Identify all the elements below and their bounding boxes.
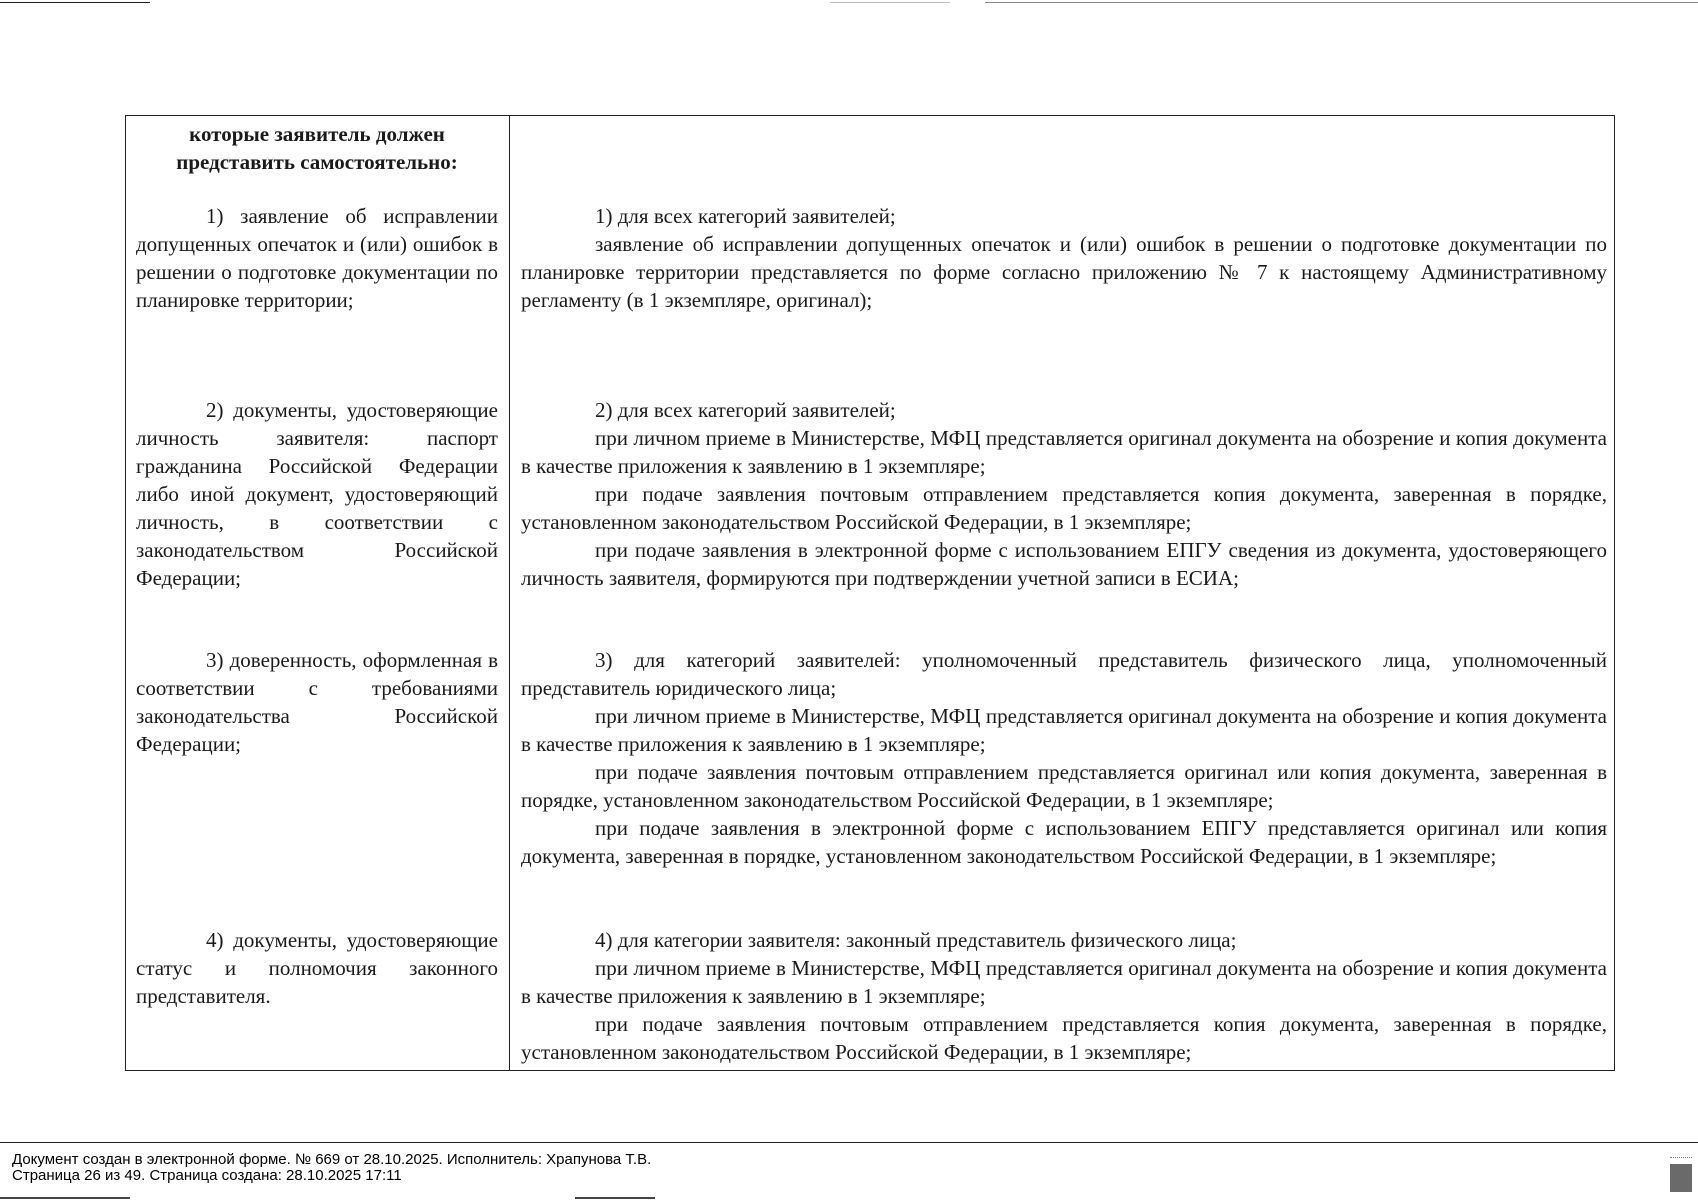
- right-item-3: [521, 646, 1607, 870]
- paragraph: при личном приеме в Министерстве, МФЦ представляется оригинал документа на обозрение и копия документа в качестве приложения к заявлению в 1 экземпляре;: [521, 956, 1607, 1008]
- paragraph: при подаче заявления почтовым отправлением представляется копия документа, заверенная в порядке, установленном законодательством Российской Федерации, в 1 экземпляре;: [521, 1012, 1607, 1064]
- scan-artifact: [985, 2, 1698, 3]
- left-item-text: 2) документы, удостоверяющие личность заявителя: паспорт гражданина Российской Федерации либо иной документ, удостоверяющий личность, в соответствии с законодательством Российской Федерации;: [136, 398, 498, 590]
- left-item-2: [136, 396, 498, 592]
- right-item-2: [521, 396, 1607, 592]
- paragraph: при личном приеме в Министерстве, МФЦ представляется оригинал документа на обозрение и копия документа в качестве приложения к заявлению в 1 экземпляре;: [521, 426, 1607, 478]
- scan-artifact: [0, 2, 150, 3]
- documents-table: [125, 115, 1615, 1071]
- paragraph: при подаче заявления почтовым отправлением представляется копия документа, заверенная в порядке, установленном законодательством Российской Федерации, в 1 экземпляре;: [521, 482, 1607, 534]
- left-item-1: [136, 202, 498, 314]
- scan-artifact: [575, 1197, 655, 1199]
- footer-page-info: Страница 26 из 49. Страница создана: 28.10.2025 17:11: [12, 1167, 402, 1184]
- scan-artifact: [830, 2, 950, 3]
- paragraph: 2) для всех категорий заявителей;: [595, 398, 896, 422]
- left-item-4: [136, 926, 498, 1010]
- left-item-3: [136, 646, 498, 758]
- scan-artifact: [0, 1197, 130, 1199]
- paragraph: 1) для всех категорий заявителей;: [595, 204, 896, 228]
- paragraph: при подаче заявления в электронной форме с использованием ЕПГУ представляется оригинал или копия документа, заверенная в порядке, установленном законодательством Российской Федерации, в 1 экземпляре;: [521, 816, 1607, 868]
- right-item-4: [521, 926, 1607, 1066]
- paragraph: при личном приеме в Министерстве, МФЦ представляется оригинал документа на обозрение и копия документа в качестве приложения к заявлению в 1 экземпляре;: [521, 704, 1607, 756]
- paragraph: 3) для категорий заявителей: уполномоченный представитель физического лица, уполномоченный представитель юридического лица;: [521, 648, 1607, 700]
- left-column-header: которые заявитель должен представить самостоятельно:: [176, 122, 458, 174]
- left-item-text: 4) документы, удостоверяющие статус и полномочия законного представителя.: [136, 928, 498, 1008]
- left-item-text: 3) доверенность, оформленная в соответствии с требованиями законодательства Российской Федерации;: [136, 648, 498, 756]
- paragraph: при подаче заявления в электронной форме с использованием ЕПГУ сведения из документа, удостоверяющего личность заявителя, формируются при подтверждении учетной записи в ЕСИА;: [521, 538, 1607, 590]
- paragraph: 4) для категории заявителя: законный представитель физического лица;: [595, 928, 1237, 952]
- paragraph: заявление об исправлении допущенных опечаток и (или) ошибок в решении о подготовке документации по планировке территории представляется по форме согласно приложению № 7 к настоящему Административному регламенту (в 1 экземпляре, оригинал);: [521, 232, 1607, 312]
- document-footer: [0, 1142, 1698, 1201]
- left-item-text: 1) заявление об исправлении допущенных опечаток и (или) ошибок в решении о подготовке документации по планировке территории;: [136, 204, 498, 312]
- right-item-1: [521, 202, 1607, 314]
- column-divider: [509, 116, 510, 1070]
- stamp-icon: [1670, 1149, 1692, 1193]
- footer-document-info: Документ создан в электронной форме. № 669 от 28.10.2025. Исполнитель: Храпунова Т.В.: [12, 1151, 652, 1168]
- paragraph: при подаче заявления почтовым отправлением представляется оригинал или копия документа, заверенная в порядке, установленном законодательством Российской Федерации, в 1 экземпляре;: [521, 760, 1607, 812]
